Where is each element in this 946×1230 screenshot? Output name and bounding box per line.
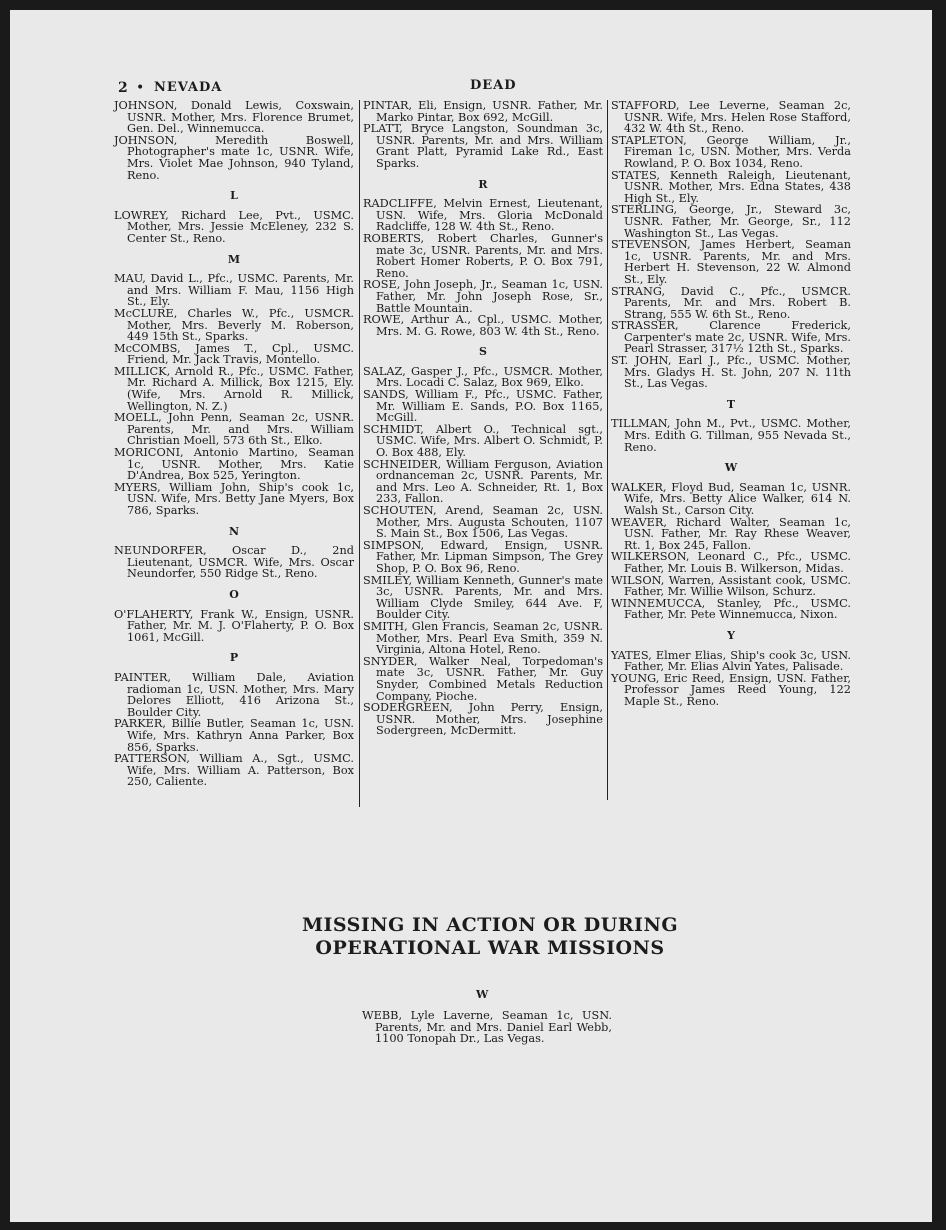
- casualty-entry: SODERGREEN, John Perry, Ensign, USNR. Mother, Mrs. Josephine Sodergreen, McDermitt.: [363, 701, 603, 738]
- casualty-entry: SANDS, William F., Pfc., USMC. Father, Mr. William E. Sands, P.O. Box 1165, McGill.: [363, 388, 603, 425]
- letter-heading: L: [230, 189, 238, 203]
- casualty-entry: STATES, Kenneth Raleigh, Lieutenant, USNR. Mother, Mrs. Edna States, 438 High St., Ely.: [611, 168, 851, 205]
- casualty-entry: ROWE, Arthur A., Cpl., USMC. Mother, Mrs. M. G. Rowe, 803 W. 4th St., Reno.: [363, 313, 603, 338]
- casualty-entry: YOUNG, Eric Reed, Ensign, USN. Father, Professor James Reed Young, 122 Maple St., Reno.: [611, 671, 851, 708]
- casualty-entry: RADCLIFFE, Melvin Ernest, Lieutenant, USN. Wife, Mrs. Gloria McDonald Radcliffe, 128 W. 4th St., Reno.: [363, 197, 603, 234]
- missing-title-line-1: MISSING IN ACTION OR DURING: [301, 914, 679, 936]
- casualty-entry: MYERS, William John, Ship's cook 1c, USN. Wife, Mrs. Betty Jane Myers, Box 786, Sparks.: [114, 480, 354, 517]
- casualty-entry: McCOMBS, James T., Cpl., USMC. Friend, Mr. Jack Travis, Montello.: [114, 341, 354, 367]
- section-title: DEAD: [470, 78, 517, 93]
- letter-heading: N: [228, 524, 240, 538]
- casualty-entry: JOHNSON, Meredith Boswell, Photographer's mate 1c, USNR. Wife, Mrs. Violet Mae Johnson, 940 Tyland, Reno.: [114, 133, 354, 182]
- casualty-entry: SCHNEIDER, William Ferguson, Aviation ordnanceman 2c, USNR. Parents, Mr. and Mrs. Leo A. Schneider, Rt. 1, Box 233, Fallon.: [363, 457, 603, 506]
- column-divider-2: [607, 100, 608, 800]
- casualty-entry: MILLICK, Arnold R., Pfc., USMC. Father, Mr. Richard A. Millick, Box 1215, Ely. (Wife, Mrs. Arnold R. Millick, Wellington, N. Z.): [114, 364, 354, 413]
- casualty-entry: LOWREY, Richard Lee, Pvt., USMC. Mother, Mrs. Jessie McEleney, 232 S. Center St., Reno.: [114, 208, 354, 245]
- casualty-entry: ROSE, John Joseph, Jr., Seaman 1c, USN. Father, Mr. John Joseph Rose, Sr., Battle Mountain.: [363, 278, 603, 315]
- casualty-entry: ROBERTS, Robert Charles, Gunner's mate 3c, USNR. Parents, Mr. and Mrs. Robert Homer Roberts, P. O. Box 791, Reno.: [363, 231, 603, 280]
- casualty-entry: SALAZ, Gasper J., Pfc., USMCR. Mother, Mrs. Locadi C. Salaz, Box 969, Elko.: [363, 364, 603, 390]
- letter-heading: W: [724, 461, 738, 475]
- casualty-entry: PAINTER, William Dale, Aviation radioman 1c, USN. Mother, Mrs. Mary Delores Elliott, 416 Arizona St., Boulder City.: [114, 670, 354, 719]
- letter-heading: T: [726, 397, 736, 411]
- casualty-entry: SNYDER, Walker Neal, Torpedoman's mate 3c, USNR. Father, Mr. Guy Snyder, Combined Metals Reduction Company, Pioche.: [363, 654, 603, 703]
- casualty-entry: SMITH, Glen Francis, Seaman 2c, USNR. Mother, Mrs. Pearl Eva Smith, 359 N. Virginia, Altona Hotel, Reno.: [363, 619, 603, 657]
- column-divider-1: [359, 100, 360, 807]
- casualty-entry: SIMPSON, Edward, Ensign, USNR. Father, Mr. Lipman Simpson, The Grey Shop, P. O. Box 96, Reno.: [363, 538, 603, 575]
- missing-letter-heading: W: [476, 988, 489, 1001]
- casualty-entry: WEAVER, Richard Walter, Seaman 1c, USN. Father, Mr. Ray Rhese Weaver, Rt. 1, Box 245, Fallon.: [611, 515, 851, 552]
- casualty-entry: NEUNDORFER, Oscar D., 2nd Lieutenant, USMCR. Wife, Mrs. Oscar Neundorfer, 550 Ridge St., Reno.: [114, 544, 354, 581]
- casualty-entry: PLATT, Bryce Langston, Soundman 3c, USNR. Parents, Mr. and Mrs. William Grant Platt, Pyramid Lake Rd., East Sparks.: [363, 122, 603, 170]
- casualty-entry: MORICONI, Antonio Martino, Seaman 1c, USNR. Mother, Mrs. Katie D'Andrea, Box 525, Yerington.: [114, 446, 354, 483]
- column-1: [114, 100, 354, 788]
- casualty-entry: SCHOUTEN, Arend, Seaman 2c, USN. Mother, Mrs. Augusta Schouten, 1107 S. Main St., Box 1506, Las Vegas.: [363, 504, 603, 541]
- state-name: NEVADA: [154, 80, 223, 95]
- casualty-entry: TILLMAN, John M., Pvt., USMC. Mother, Mrs. Edith G. Tillman, 955 Nevada St., Reno.: [611, 417, 851, 454]
- casualty-entry: STRASSER, Clarence Frederick, Carpenter's mate 2c, USNR. Wife, Mrs. Pearl Strasser, 317½ 12th St., Sparks.: [611, 319, 851, 356]
- document-page: [10, 10, 932, 1222]
- column-3: [611, 100, 851, 708]
- page-header: [118, 80, 858, 100]
- casualty-entry: ST. JOHN, Earl J., Pfc., USMC. Mother, Mrs. Gladys H. St. John, 207 N. 11th St., Las Vegas.: [611, 354, 851, 391]
- casualty-entry: WILKERSON, Leonard C., Pfc., USMC. Father, Mr. Louis B. Wilkerson, Midas.: [611, 550, 851, 575]
- casualty-entry: JOHNSON, Donald Lewis, Coxswain, USNR. Mother, Mrs. Florence Brumet, Gen. Del., Winnemucca.: [114, 99, 354, 136]
- casualty-entry: STRANG, David C., Pfc., USMCR. Parents, Mr. and Mrs. Robert B. Strang, 555 W. 6th St., Reno.: [611, 284, 851, 321]
- missing-entry: WEBB, Lyle Laverne, Seaman 1c, USN. Parents, Mr. and Mrs. Daniel Earl Webb, 1100 Tonopah Dr., Las Vegas.: [362, 1009, 612, 1046]
- casualty-entry: YATES, Elmer Elias, Ship's cook 3c, USN. Father, Mr. Elias Alvin Yates, Palisade.: [611, 648, 851, 674]
- casualty-entry: O'FLAHERTY, Frank W., Ensign, USNR. Father, Mr. M. J. O'Flaherty, P. O. Box 1061, McGill.: [114, 607, 354, 644]
- casualty-entry: STERLING, George, Jr., Steward 3c, USNR. Father, Mr. George, Sr., 112 Washington St., Las Vegas.: [611, 203, 851, 240]
- letter-heading: P: [229, 651, 239, 665]
- casualty-entry: SCHMIDT, Albert O., Technical sgt., USMC. Wife, Mrs. Albert O. Schmidt, P. O. Box 488, Ely.: [363, 422, 603, 460]
- casualty-entry: SMILEY, William Kenneth, Gunner's mate 3c, USNR. Parents, Mr. and Mrs. William Clyde Smiley, 644 Ave. F, Boulder City.: [363, 573, 603, 622]
- page-number: 2: [118, 80, 128, 96]
- column-2: [363, 100, 603, 737]
- casualty-entry: MAU, David L., Pfc., USMC. Parents, Mr. and Mrs. William F. Mau, 1156 High St., Ely.: [114, 272, 354, 309]
- casualty-entry: STAPLETON, George William, Jr., Fireman 1c, USN. Mother, Mrs. Verda Rowland, P. O. Box 1034, Reno.: [611, 133, 851, 170]
- casualty-entry: PATTERSON, William A., Sgt., USMC. Wife, Mrs. William A. Patterson, Box 250, Caliente.: [114, 752, 354, 789]
- casualty-entry: PINTAR, Eli, Ensign, USNR. Father, Mr. Marko Pintar, Box 692, McGill.: [363, 99, 603, 124]
- casualty-entry: WILSON, Warren, Assistant cook, USMC. Father, Mr. Willie Wilson, Schurz.: [611, 573, 851, 599]
- casualty-entry: McCLURE, Charles W., Pfc., USMCR. Mother, Mrs. Beverly M. Roberson, 449 15th St., Sparks.: [114, 306, 354, 344]
- casualty-entry: STEVENSON, James Herbert, Seaman 1c, USNR. Parents, Mr. and Mrs. Herbert H. Stevenson, 22 W. Almond St., Ely.: [611, 238, 851, 286]
- letter-heading: O: [229, 587, 239, 601]
- letter-heading: Y: [727, 628, 735, 642]
- missing-title-line-2: OPERATIONAL WAR MISSIONS: [315, 937, 665, 959]
- casualty-entry: WINNEMUCCA, Stanley, Pfc., USMC. Father, Mr. Pete Winnemucca, Nixon.: [611, 596, 851, 622]
- casualty-entry: WALKER, Floyd Bud, Seaman 1c, USNR. Wife, Mrs. Betty Alice Walker, 614 N. Walsh St., Carson City.: [611, 480, 851, 517]
- letter-heading: S: [479, 345, 487, 359]
- letter-heading: R: [478, 177, 488, 191]
- letter-heading: M: [227, 252, 241, 266]
- casualty-entry: STAFFORD, Lee Leverne, Seaman 2c, USNR. Wife, Mrs. Helen Rose Stafford, 432 W. 4th St., Reno.: [611, 99, 851, 136]
- header-bullet: •: [136, 80, 145, 96]
- casualty-entry: PARKER, Billie Butler, Seaman 1c, USN. Wife, Mrs. Kathryn Anna Parker, Box 856, Sparks.: [114, 717, 354, 754]
- casualty-entry: MOELL, John Penn, Seaman 2c, USNR. Parents, Mr. and Mrs. William Christian Moell, 573 6th St., Elko.: [114, 411, 354, 448]
- missing-section-title: [210, 914, 770, 960]
